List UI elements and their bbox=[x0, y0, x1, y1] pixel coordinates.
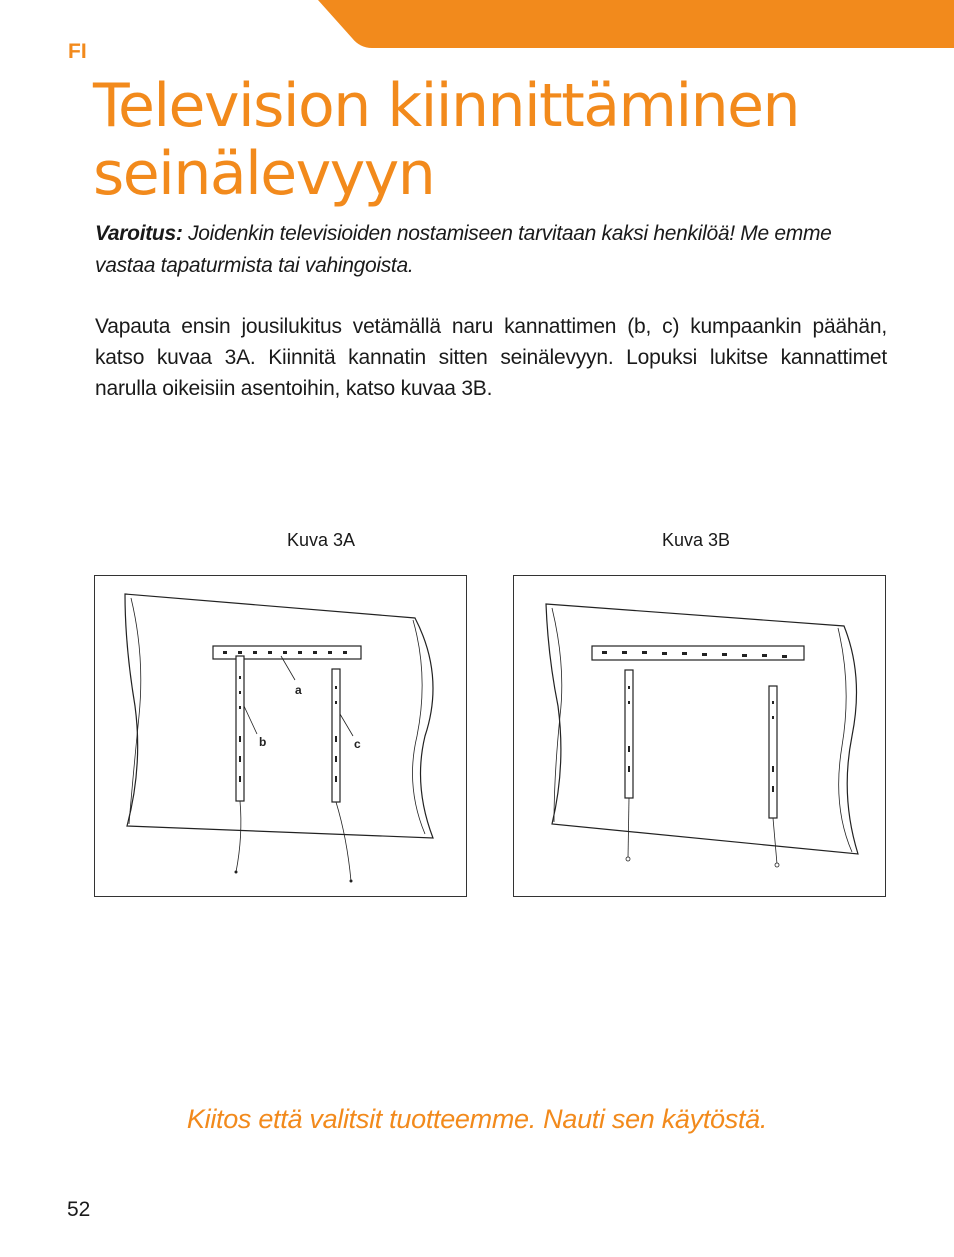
tv-outline bbox=[546, 604, 858, 854]
page-title-line-2: seinälevyyn bbox=[93, 139, 435, 209]
tv-outline bbox=[125, 594, 433, 838]
figure-3b-illustration bbox=[514, 576, 887, 898]
language-code: FI bbox=[68, 40, 87, 63]
bracket-left bbox=[625, 670, 633, 798]
cord-c bbox=[336, 802, 351, 881]
figure-3a-caption: Kuva 3A bbox=[287, 530, 356, 550]
closing-message: Kiitos että valitsit tuotteemme. Nauti sen käytöstä. bbox=[186, 1104, 768, 1134]
warning-label: Varoitus: bbox=[95, 222, 183, 245]
label-c: c bbox=[354, 737, 361, 751]
header-tab-bar bbox=[0, 0, 954, 50]
page-number: 52 bbox=[67, 1198, 91, 1221]
bracket-right bbox=[769, 686, 777, 818]
label-b: b bbox=[259, 735, 267, 749]
page-title bbox=[93, 72, 913, 208]
figure-3a-illustration bbox=[95, 576, 468, 898]
figure-3a bbox=[94, 575, 467, 897]
warning-paragraph bbox=[95, 218, 890, 282]
instructions-paragraph: Vapauta ensin jousilukitus vetämällä naru kannattimen (b, c) kumpaankin päähän, katso kuvaa 3A. Kiinnitä kannatin sitten seinälevyyn. Lopuksi lukitse kannattimet narulla oikeisiin asentoihin, katso kuvaa 3B. bbox=[95, 315, 887, 400]
figure-3b bbox=[513, 575, 886, 897]
figure-3b-caption: Kuva 3B bbox=[662, 530, 731, 550]
page-title-line-1: Television kiinnittäminen bbox=[93, 71, 800, 141]
warning-text: Joidenkin televisioiden nostamiseen tarvitaan kaksi henkilöä! Me emme vastaa tapaturmista tai vahingoista. bbox=[95, 222, 832, 277]
label-a: a bbox=[295, 683, 302, 697]
cord-b bbox=[236, 801, 241, 872]
